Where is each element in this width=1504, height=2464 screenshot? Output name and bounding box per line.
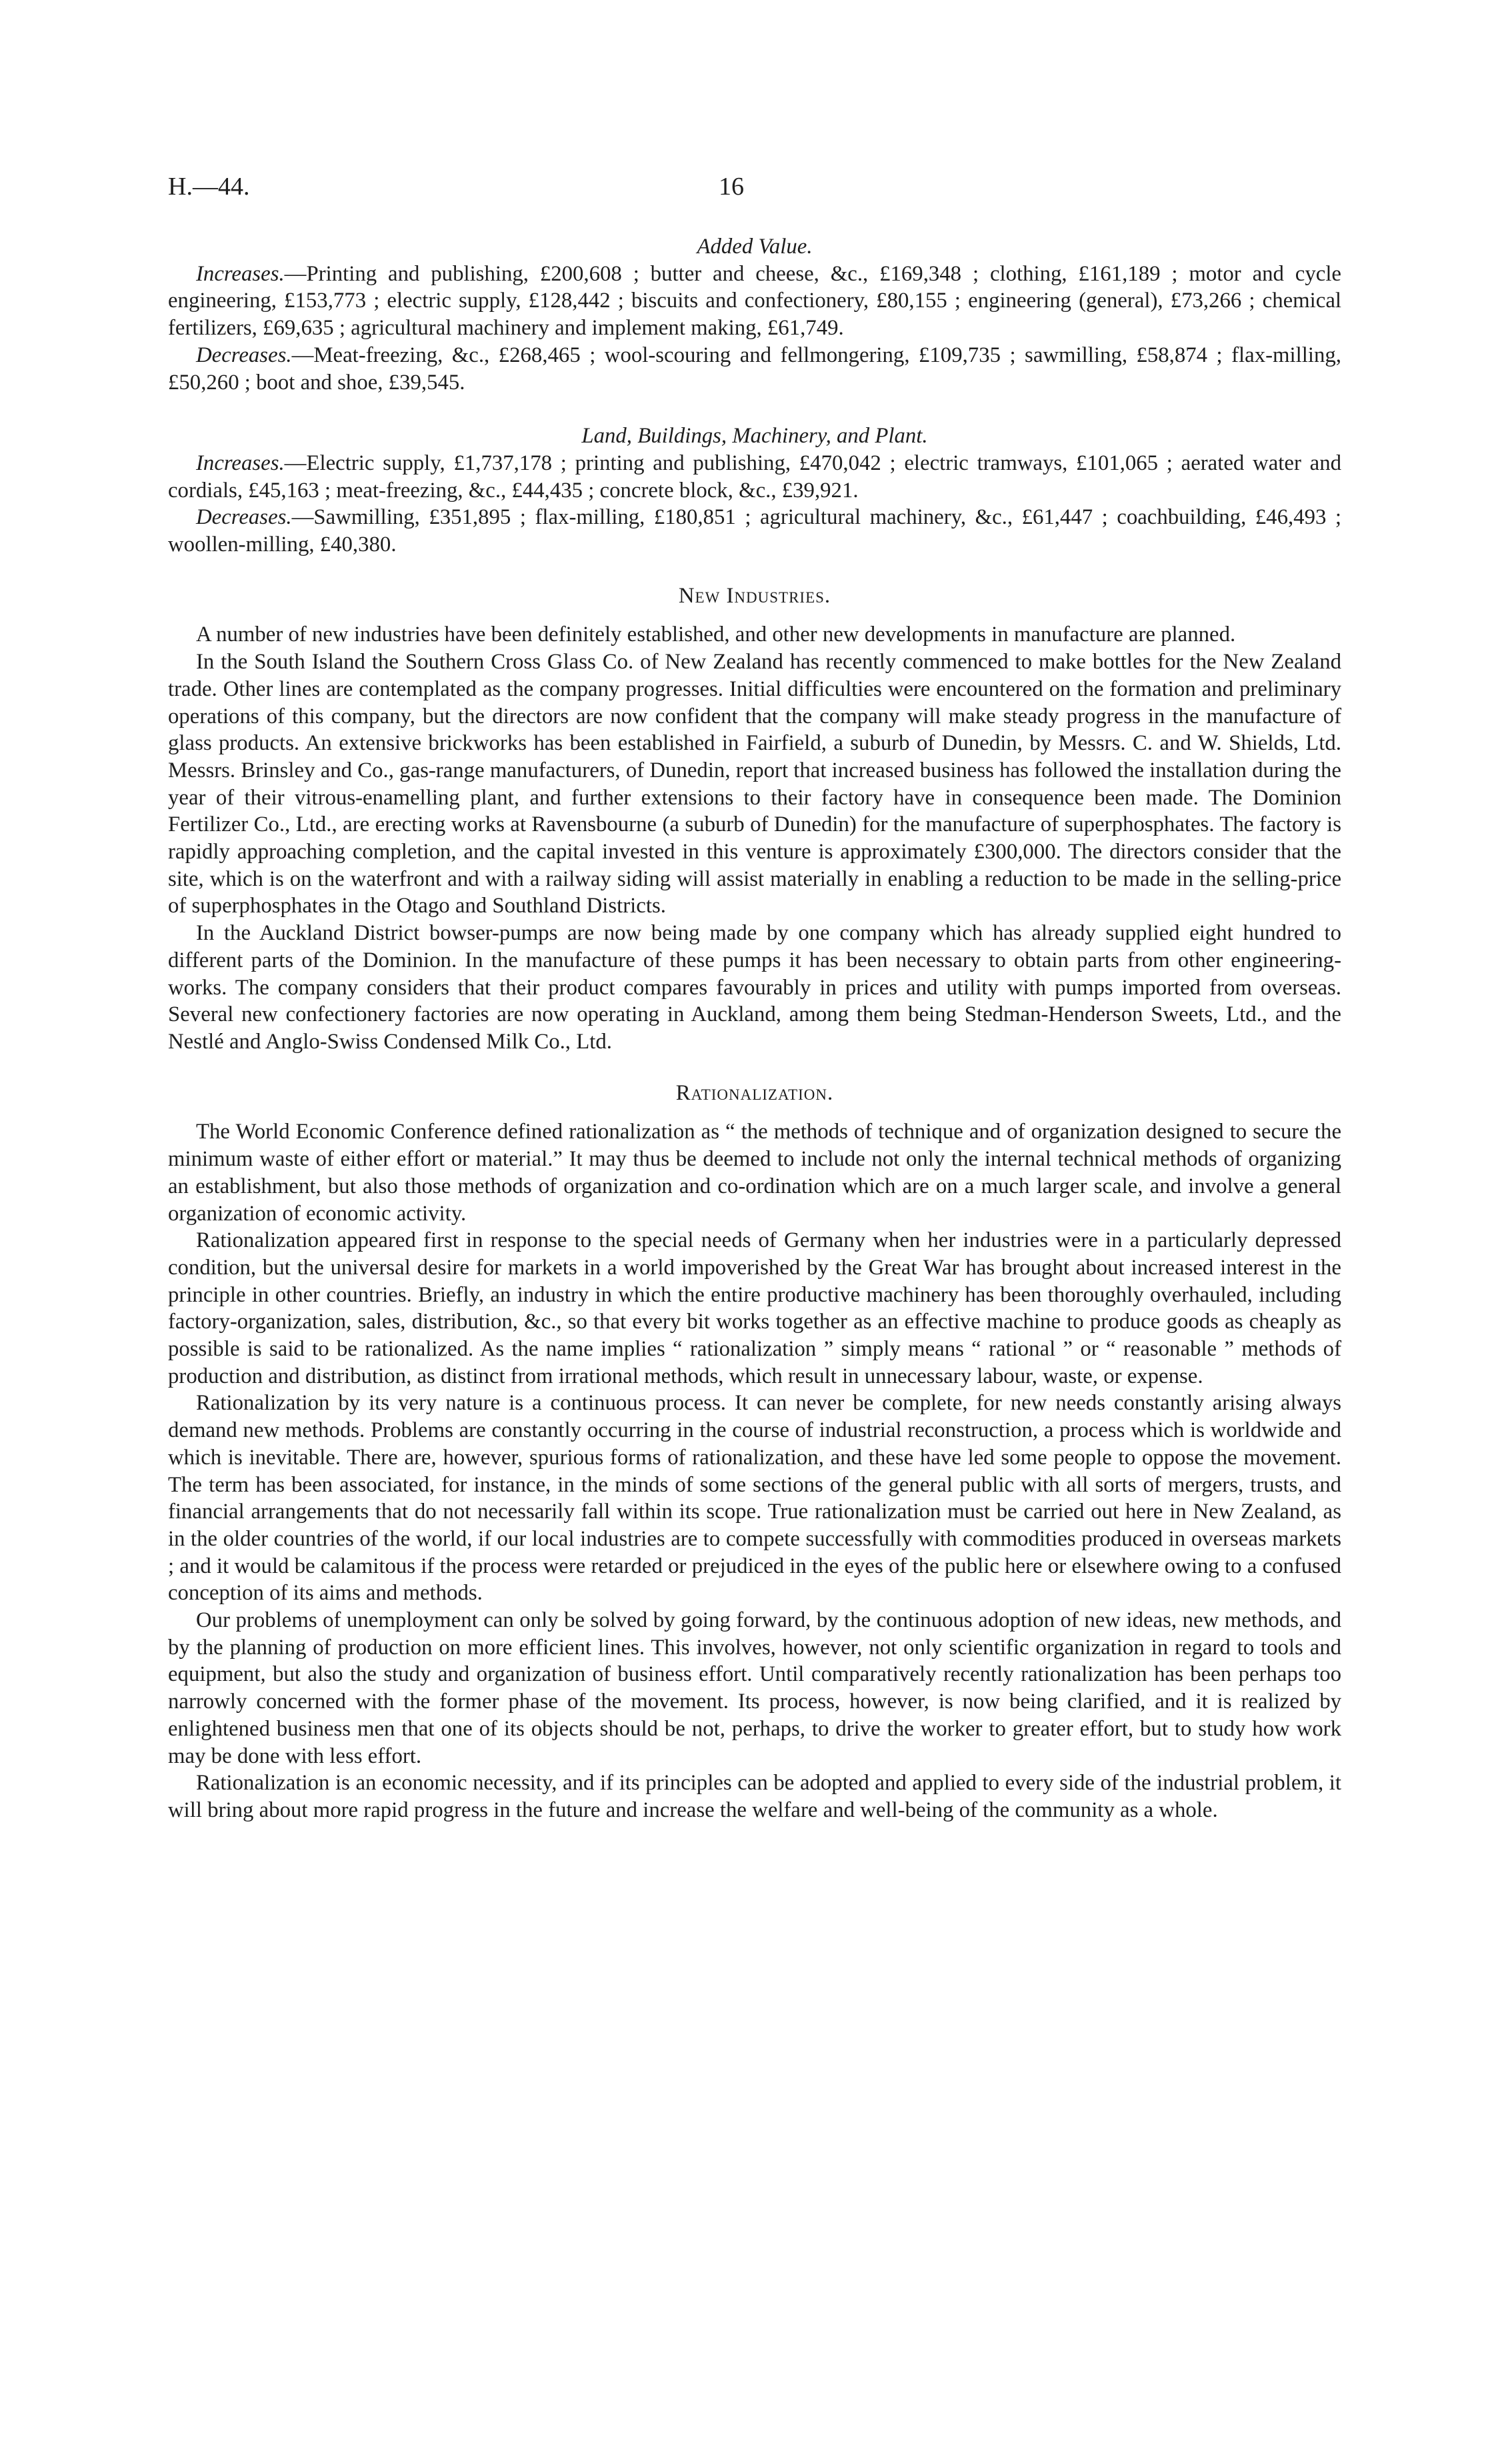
decreases-label: Decreases. <box>196 505 292 530</box>
rationalization-heading: Rationalization. <box>675 1080 834 1105</box>
paragraph: Rationalization by its very nature is a continuous process. It can never be complete, for new needs constantly arising always demand new methods. Problems are constantly occurring in the course of industrial reconstruction, a process which is worldwide and which is inevitable. There are, however, spurious forms of rationalization, and these have led some people to oppose the movement. The term has been associated, for instance, in the minds of some sections of the general public with all sorts of mergers, trusts, and financial arrangements that do not necessarily fall within its scope. True rationalization must be carried out here in New Zealand, as in the older countries of the world, if our local industries are to compete successfully with commodities produced in overseas markets ; and it would be calamitous if the process were retarded or prejudiced in the eyes of the public here or elsewhere owing to a confused conception of its aims and methods. <box>168 1391 1341 1606</box>
land-buildings-heading: Land, Buildings, Machinery, and Plant. <box>581 424 928 449</box>
new-industries-heading: New Industries. <box>678 583 831 608</box>
added-value-section <box>168 233 1341 396</box>
added-value-decreases <box>168 342 1341 396</box>
paragraph: A number of new industries have been definitely established, and other new developments in manufacture are planned. <box>196 622 1236 647</box>
page-body <box>168 233 1341 1824</box>
document-reference: H.—44. <box>168 173 250 201</box>
paragraph: Rationalization appeared first in response to the special needs of Germany when her industries were in a particularly depressed condition, but the universal desire for markets in a world impoverished by the Great War has brought about increased interest in the principle in other countries. Briefly, an industry in which the entire productive machinery has been thoroughly overhauled, including factory-organization, sales, distribution, &c., so that every bit works together as an effective machine to produce goods as cheaply as possible is said to be rationalized. As the name implies “ rationalization ” simply means “ rational ” or “ reasonable ” methods of production and distribution, as distinct from irrational methods, which result in unnecessary labour, waste, or expense. <box>168 1228 1341 1388</box>
decreases-label: Decreases. <box>196 343 292 367</box>
added-value-increases <box>168 261 1341 342</box>
land-buildings-increases <box>168 450 1341 504</box>
decreases-text: —Sawmilling, £351,895 ; flax-milling, £180,851 ; agricultural machinery, &c., £61,447 ; coachbuilding, £46,493 ; woollen-milling, £40,380. <box>168 505 1341 557</box>
increases-text: —Electric supply, £1,737,178 ; printing and publishing, £470,042 ; electric tramways, £101,065 ; aerated water and cordials, £45,163 ; meat-freezing, &c., £44,435 ; concrete block, &c., £39,921. <box>168 451 1341 503</box>
increases-label: Increases. <box>196 261 285 286</box>
increases-text: —Printing and publishing, £200,608 ; butter and cheese, &c., £169,348 ; clothing, £161,189 ; motor and cycle engineering, £153,773 ; electric supply, £128,442 ; biscuits and confectionery, £80,155 ; engineering (general), £73,266 ; chemical fertilizers, £69,635 ; agricultural machinery and implement making, £61,749. <box>168 261 1341 341</box>
new-industries-section <box>168 583 1341 1056</box>
increases-label: Increases. <box>196 451 285 475</box>
page-number: 16 <box>719 173 744 201</box>
rationalization-section <box>168 1080 1341 1824</box>
page-header <box>168 172 1341 212</box>
paragraph: In the Auckland District bowser-pumps are now being made by one company which has already supplied eight hundred to different parts of the Dominion. In the manufacture of these pumps it has been necessary to obtain parts from other engineering-works. The company considers that their product compares favourably in prices and utility with pumps imported from overseas. Several new confectionery factories are now operating in Auckland, among them being Stedman-Henderson Sweets, Ltd., and the Nestlé and Anglo-Swiss Condensed Milk Co., Ltd. <box>168 921 1341 1054</box>
decreases-text: —Meat-freezing, &c., £268,465 ; wool-scouring and fellmongering, £109,735 ; sawmilling, £58,874 ; flax-milling, £50,260 ; boot and shoe, £39,545. <box>168 343 1341 395</box>
added-value-heading: Added Value. <box>697 235 813 259</box>
land-buildings-decreases <box>168 504 1341 558</box>
land-buildings-section <box>168 423 1341 559</box>
paragraph: In the South Island the Southern Cross Glass Co. of New Zealand has recently commenced to make bottles for the New Zealand trade. Other lines are contemplated as the company progresses. Initial difficulties were encountered on the formation and preliminary operations of this company, but the directors are now confident that the company will make steady progress in the manufacture of glass products. An extensive brickworks has been established in Fairfield, a suburb of Dunedin, by Messrs. C. and W. Shields, Ltd. Messrs. Brinsley and Co., gas-range manufacturers, of Dunedin, report that increased business has followed the installation during the year of their vitrous-enamelling plant, and further extensions to their factory have in consequence been made. The Dominion Fertilizer Co., Ltd., are erecting works at Ravensbourne (a suburb of Dunedin) for the manufacture of superphosphates. The factory is rapidly approaching completion, and the capital invested in this venture is approximately £300,000. The directors consider that the site, which is on the waterfront and with a railway siding will assist materially in enabling a reduction to be made in the selling-price of superphosphates in the Otago and Southland Districts. <box>168 650 1341 918</box>
paragraph: Rationalization is an economic necessity, and if its principles can be adopted and applied to every side of the industrial problem, it will bring about more rapid progress in the future and increase the welfare and well-being of the community as a whole. <box>168 1771 1341 1822</box>
paragraph: Our problems of unemployment can only be solved by going forward, by the continuous adoption of new ideas, new methods, and by the planning of production on more efficient lines. This involves, however, not only scientific organization in regard to tools and equipment, but also the study and organization of business effort. Until comparatively recently rationalization has been perhaps too narrowly concerned with the former phase of the movement. Its process, however, is now being clarified, and it is realized by enlightened business men that one of its objects should be not, perhaps, to drive the worker to greater effort, but to study how work may be done with less effort. <box>168 1608 1341 1768</box>
paragraph: The World Economic Conference defined rationalization as “ the methods of technique and of organization designed to secure the minimum waste of either effort or material.” It may thus be deemed to include not only the internal technical methods of organizing an establishment, but also those methods of organization and co-ordination which are on a much larger scale, and involve a general organization of economic activity. <box>168 1120 1341 1226</box>
